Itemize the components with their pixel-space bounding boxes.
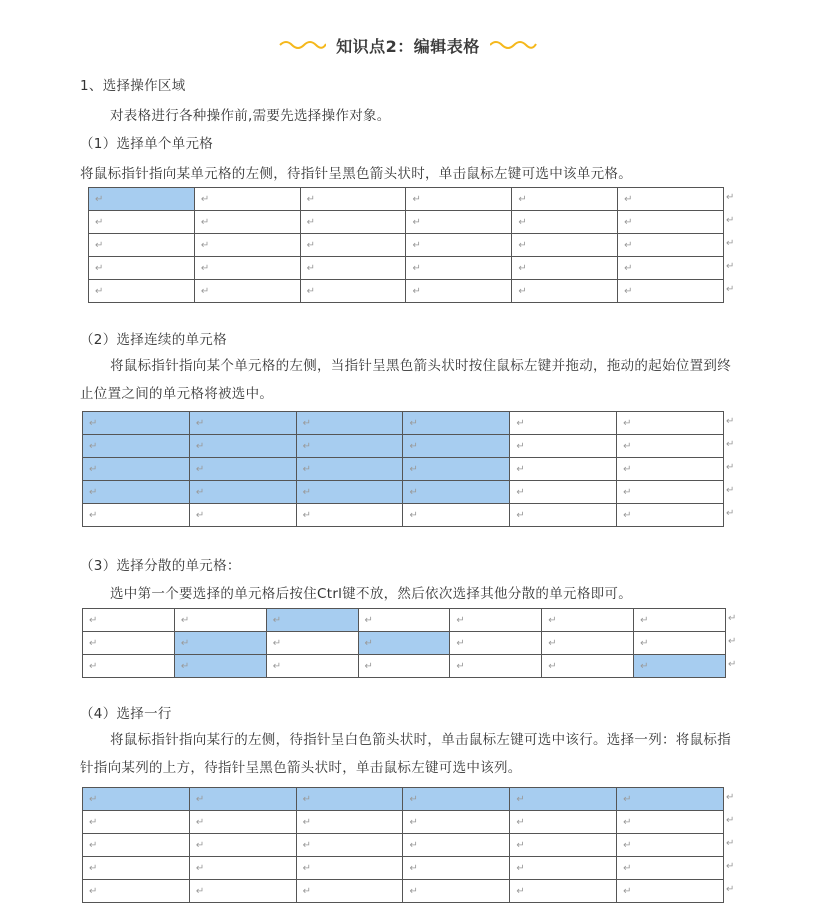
table-cell[interactable] <box>617 504 724 527</box>
cell-end-mark-icon: ↵ <box>195 509 205 521</box>
row-end-mark-icon: ↵ <box>726 462 735 473</box>
table-cell[interactable] <box>617 435 724 458</box>
table-cell[interactable] <box>83 857 190 880</box>
table-cell[interactable] <box>512 257 618 280</box>
cell-end-mark-icon: ↵ <box>195 417 205 429</box>
cell-end-mark-icon: ↵ <box>640 660 649 672</box>
wave-decoration-icon <box>490 39 538 51</box>
table-cell[interactable] <box>89 280 195 303</box>
cell-end-mark-icon: ↵ <box>516 486 525 498</box>
cell-end-mark-icon: ↵ <box>89 885 98 897</box>
cell-end-mark-icon: ↵ <box>624 216 633 228</box>
cell-end-mark-icon: ↵ <box>456 637 465 649</box>
cell-end-mark-icon: ↵ <box>302 862 312 874</box>
cell-end-mark-icon: ↵ <box>195 486 205 498</box>
table-cell[interactable] <box>83 632 175 655</box>
cell-end-mark-icon: ↵ <box>89 486 98 498</box>
cell-end-mark-icon: ↵ <box>302 793 312 805</box>
table-row <box>89 280 724 303</box>
table-cell[interactable] <box>194 211 300 234</box>
demo-table-select-row <box>82 787 724 903</box>
cell-end-mark-icon: ↵ <box>516 885 525 897</box>
row-end-mark-icon: ↵ <box>726 215 735 226</box>
table-cell[interactable] <box>174 655 266 678</box>
cell-end-mark-icon: ↵ <box>624 285 633 297</box>
table-cell[interactable] <box>296 504 403 527</box>
table-cell[interactable] <box>450 632 542 655</box>
table-cell[interactable] <box>296 458 403 481</box>
cell-end-mark-icon: ↵ <box>89 839 98 851</box>
cell-end-mark-icon: ↵ <box>412 239 421 251</box>
cell-end-mark-icon: ↵ <box>623 816 632 828</box>
table-cell[interactable] <box>617 857 724 880</box>
cell-end-mark-icon: ↵ <box>623 862 632 874</box>
table-cell[interactable] <box>358 632 450 655</box>
cell-end-mark-icon: ↵ <box>516 816 525 828</box>
row-end-mark-icon: ↵ <box>726 884 735 895</box>
cell-end-mark-icon: ↵ <box>200 262 210 274</box>
cell-end-mark-icon: ↵ <box>95 216 104 228</box>
table-cell[interactable] <box>618 211 724 234</box>
table-row <box>89 234 724 257</box>
table-cell[interactable] <box>450 609 542 632</box>
table-cell[interactable] <box>512 234 618 257</box>
table-cell[interactable] <box>300 280 406 303</box>
cell-end-mark-icon: ↵ <box>518 262 527 274</box>
table-cell[interactable] <box>634 632 726 655</box>
page-title: 知识点2：编辑表格 <box>336 36 480 56</box>
table-cell[interactable] <box>296 880 403 903</box>
cell-end-mark-icon: ↵ <box>623 839 632 851</box>
table-cell[interactable] <box>634 609 726 632</box>
table-cell[interactable] <box>510 857 617 880</box>
cell-end-mark-icon: ↵ <box>89 637 98 649</box>
cell-end-mark-icon: ↵ <box>89 793 98 805</box>
table-cell[interactable] <box>83 435 190 458</box>
table-cell[interactable] <box>510 811 617 834</box>
row-end-mark-icon: ↵ <box>726 416 735 427</box>
cell-end-mark-icon: ↵ <box>195 793 205 805</box>
table-cell[interactable] <box>542 609 634 632</box>
table-cell[interactable] <box>189 458 296 481</box>
cell-end-mark-icon: ↵ <box>516 839 525 851</box>
cell-end-mark-icon: ↵ <box>195 816 205 828</box>
cell-end-mark-icon: ↵ <box>302 885 312 897</box>
wave-decoration-icon <box>278 39 326 51</box>
row-end-mark-icon: ↵ <box>726 838 735 849</box>
table-cell[interactable] <box>296 834 403 857</box>
row-end-mark-icon: ↵ <box>726 238 735 249</box>
table-row <box>83 880 724 903</box>
table-row <box>83 811 724 834</box>
cell-end-mark-icon: ↵ <box>180 614 190 626</box>
cell-end-mark-icon: ↵ <box>624 193 633 205</box>
table-cell[interactable] <box>189 412 296 435</box>
cell-end-mark-icon: ↵ <box>200 193 210 205</box>
cell-end-mark-icon: ↵ <box>89 660 98 672</box>
table-cell[interactable] <box>510 834 617 857</box>
table-cell[interactable] <box>83 504 190 527</box>
cell-end-mark-icon: ↵ <box>518 285 527 297</box>
table-cell[interactable] <box>89 234 195 257</box>
cell-end-mark-icon: ↵ <box>409 839 418 851</box>
table-cell[interactable] <box>194 280 300 303</box>
table-cell[interactable] <box>542 655 634 678</box>
table-cell[interactable] <box>189 834 296 857</box>
cell-end-mark-icon: ↵ <box>518 193 527 205</box>
table-cell[interactable] <box>194 234 300 257</box>
table-cell[interactable] <box>300 188 406 211</box>
table-row <box>83 609 726 632</box>
cell-end-mark-icon: ↵ <box>95 262 104 274</box>
table-cell[interactable] <box>83 412 190 435</box>
table-cell[interactable] <box>406 188 512 211</box>
table-cell[interactable] <box>510 504 617 527</box>
table-cell[interactable] <box>89 188 195 211</box>
cell-end-mark-icon: ↵ <box>623 440 632 452</box>
table-row <box>89 257 724 280</box>
subsection-4-heading: （4）选择一行 <box>80 706 172 722</box>
cell-end-mark-icon: ↵ <box>548 614 557 626</box>
row-end-mark-icon: ↵ <box>726 861 735 872</box>
cell-end-mark-icon: ↵ <box>364 660 373 672</box>
cell-end-mark-icon: ↵ <box>302 486 312 498</box>
cell-end-mark-icon: ↵ <box>623 417 632 429</box>
table-cell[interactable] <box>358 655 450 678</box>
table-cell[interactable] <box>510 412 617 435</box>
cell-end-mark-icon: ↵ <box>516 417 525 429</box>
cell-end-mark-icon: ↵ <box>306 285 316 297</box>
table-cell[interactable] <box>403 811 510 834</box>
table-cell[interactable] <box>174 632 266 655</box>
cell-end-mark-icon: ↵ <box>89 463 98 475</box>
table-cell[interactable] <box>89 211 195 234</box>
table-cell[interactable] <box>174 609 266 632</box>
table-cell[interactable] <box>296 481 403 504</box>
table-cell[interactable] <box>510 435 617 458</box>
cell-end-mark-icon: ↵ <box>89 614 98 626</box>
table-cell[interactable] <box>617 458 724 481</box>
cell-end-mark-icon: ↵ <box>306 216 316 228</box>
table-row <box>83 834 724 857</box>
table-cell[interactable] <box>618 234 724 257</box>
table-cell[interactable] <box>403 504 510 527</box>
table-cell[interactable] <box>266 609 358 632</box>
cell-end-mark-icon: ↵ <box>306 239 316 251</box>
cell-end-mark-icon: ↵ <box>302 816 312 828</box>
cell-end-mark-icon: ↵ <box>409 440 418 452</box>
demo-table-scattered-cells <box>82 608 726 678</box>
table-cell[interactable] <box>617 481 724 504</box>
table-cell[interactable] <box>189 857 296 880</box>
cell-end-mark-icon: ↵ <box>516 862 525 874</box>
table-row <box>83 632 726 655</box>
intro-paragraph: 对表格进行各种操作前,需要先选择操作对象。 <box>110 108 391 124</box>
cell-end-mark-icon: ↵ <box>95 239 104 251</box>
table-cell[interactable] <box>89 257 195 280</box>
cell-end-mark-icon: ↵ <box>95 285 104 297</box>
table-cell[interactable] <box>83 481 190 504</box>
cell-end-mark-icon: ↵ <box>95 193 104 205</box>
section-title <box>0 30 816 60</box>
table-row <box>83 458 724 481</box>
table-cell[interactable] <box>510 880 617 903</box>
cell-end-mark-icon: ↵ <box>624 262 633 274</box>
cell-end-mark-icon: ↵ <box>409 816 418 828</box>
cell-end-mark-icon: ↵ <box>516 509 525 521</box>
cell-end-mark-icon: ↵ <box>306 193 316 205</box>
table-cell[interactable] <box>83 788 190 811</box>
cell-end-mark-icon: ↵ <box>89 509 98 521</box>
table-cell[interactable] <box>512 280 618 303</box>
table-cell[interactable] <box>617 788 724 811</box>
demo-table-contiguous-cells <box>82 411 724 527</box>
table-cell[interactable] <box>510 481 617 504</box>
row-end-mark-icon: ↵ <box>726 508 735 519</box>
cell-end-mark-icon: ↵ <box>89 862 98 874</box>
table-row <box>83 504 724 527</box>
table-cell[interactable] <box>403 481 510 504</box>
table-cell[interactable] <box>296 435 403 458</box>
demo-table-single-cell <box>88 187 724 303</box>
cell-end-mark-icon: ↵ <box>195 463 205 475</box>
table-cell[interactable] <box>510 788 617 811</box>
section-heading: 1、选择操作区域 <box>80 78 186 94</box>
cell-end-mark-icon: ↵ <box>200 285 210 297</box>
table-row <box>83 857 724 880</box>
row-end-mark-icon: ↵ <box>726 815 735 826</box>
table-cell[interactable] <box>83 880 190 903</box>
table-cell[interactable] <box>300 257 406 280</box>
cell-end-mark-icon: ↵ <box>272 614 282 626</box>
table-cell[interactable] <box>510 458 617 481</box>
cell-end-mark-icon: ↵ <box>89 417 98 429</box>
table-row <box>83 412 724 435</box>
table-row <box>89 188 724 211</box>
cell-end-mark-icon: ↵ <box>302 463 312 475</box>
cell-end-mark-icon: ↵ <box>624 239 633 251</box>
table-cell[interactable] <box>406 234 512 257</box>
cell-end-mark-icon: ↵ <box>195 839 205 851</box>
table-cell[interactable] <box>194 188 300 211</box>
table-cell[interactable] <box>189 481 296 504</box>
subsection-2-heading: （2）选择连续的单元格 <box>80 332 227 348</box>
table-cell[interactable] <box>189 811 296 834</box>
table-cell[interactable] <box>296 811 403 834</box>
table-cell[interactable] <box>403 458 510 481</box>
table-row <box>89 211 724 234</box>
table-cell[interactable] <box>403 435 510 458</box>
cell-end-mark-icon: ↵ <box>623 463 632 475</box>
table-cell[interactable] <box>189 788 296 811</box>
cell-end-mark-icon: ↵ <box>195 440 205 452</box>
row-end-mark-icon: ↵ <box>726 485 735 496</box>
table-cell[interactable] <box>194 257 300 280</box>
cell-end-mark-icon: ↵ <box>518 216 527 228</box>
table-cell[interactable] <box>296 857 403 880</box>
cell-end-mark-icon: ↵ <box>195 862 205 874</box>
cell-end-mark-icon: ↵ <box>623 486 632 498</box>
table-cell[interactable] <box>358 609 450 632</box>
subsection-1-heading: （1）选择单个单元格 <box>80 136 214 152</box>
table-cell[interactable] <box>403 412 510 435</box>
cell-end-mark-icon: ↵ <box>409 793 418 805</box>
cell-end-mark-icon: ↵ <box>623 509 632 521</box>
subsection-2-text: 将鼠标指针指向某个单元格的左侧，当指针呈黑色箭头状时按住鼠标左键并拖动，拖动的起始位置到终止位置之间的单元格将被选中。 <box>80 358 731 402</box>
cell-end-mark-icon: ↵ <box>180 660 190 672</box>
cell-end-mark-icon: ↵ <box>409 509 418 521</box>
cell-end-mark-icon: ↵ <box>272 660 282 672</box>
cell-end-mark-icon: ↵ <box>456 614 465 626</box>
table-cell[interactable] <box>634 655 726 678</box>
table-row <box>83 655 726 678</box>
table-row <box>83 481 724 504</box>
cell-end-mark-icon: ↵ <box>456 660 465 672</box>
cell-end-mark-icon: ↵ <box>412 216 421 228</box>
table-cell[interactable] <box>300 211 406 234</box>
cell-end-mark-icon: ↵ <box>200 239 210 251</box>
cell-end-mark-icon: ↵ <box>516 793 525 805</box>
cell-end-mark-icon: ↵ <box>640 614 649 626</box>
table-cell[interactable] <box>83 458 190 481</box>
row-end-mark-icon: ↵ <box>728 659 737 670</box>
cell-end-mark-icon: ↵ <box>409 862 418 874</box>
table-cell[interactable] <box>189 880 296 903</box>
cell-end-mark-icon: ↵ <box>180 637 190 649</box>
table-cell[interactable] <box>83 811 190 834</box>
table-cell[interactable] <box>617 880 724 903</box>
table-cell[interactable] <box>403 880 510 903</box>
cell-end-mark-icon: ↵ <box>89 816 98 828</box>
cell-end-mark-icon: ↵ <box>409 885 418 897</box>
cell-end-mark-icon: ↵ <box>409 486 418 498</box>
table-cell[interactable] <box>189 504 296 527</box>
table-cell[interactable] <box>266 655 358 678</box>
table-cell[interactable] <box>617 811 724 834</box>
cell-end-mark-icon: ↵ <box>364 614 373 626</box>
row-end-mark-icon: ↵ <box>728 613 737 624</box>
cell-end-mark-icon: ↵ <box>516 463 525 475</box>
cell-end-mark-icon: ↵ <box>409 417 418 429</box>
table-cell[interactable] <box>617 834 724 857</box>
table-cell[interactable] <box>618 257 724 280</box>
table-cell[interactable] <box>512 211 618 234</box>
table-cell[interactable] <box>542 632 634 655</box>
table-cell[interactable] <box>403 857 510 880</box>
row-end-mark-icon: ↵ <box>726 192 735 203</box>
row-end-mark-icon: ↵ <box>728 636 737 647</box>
cell-end-mark-icon: ↵ <box>364 637 373 649</box>
cell-end-mark-icon: ↵ <box>302 417 312 429</box>
cell-end-mark-icon: ↵ <box>200 216 210 228</box>
table-cell[interactable] <box>266 632 358 655</box>
cell-end-mark-icon: ↵ <box>412 262 421 274</box>
table-cell[interactable] <box>189 435 296 458</box>
cell-end-mark-icon: ↵ <box>518 239 527 251</box>
cell-end-mark-icon: ↵ <box>412 193 421 205</box>
cell-end-mark-icon: ↵ <box>412 285 421 297</box>
table-cell[interactable] <box>618 280 724 303</box>
subsection-4-text: 将鼠标指针指向某行的左侧，待指针呈白色箭头状时，单击鼠标左键可选中该行。选择一列：将鼠标指针指向某列的上方，待指针呈黑色箭头状时，单击鼠标左键可选中该列。 <box>80 732 731 776</box>
table-cell[interactable] <box>450 655 542 678</box>
row-end-mark-icon: ↵ <box>726 261 735 272</box>
cell-end-mark-icon: ↵ <box>302 839 312 851</box>
table-cell[interactable] <box>617 412 724 435</box>
cell-end-mark-icon: ↵ <box>516 440 525 452</box>
subsection-3-text: 选中第一个要选择的单元格后按住Ctrl键不放，然后依次选择其他分散的单元格即可。 <box>110 586 633 602</box>
table-cell[interactable] <box>83 609 175 632</box>
cell-end-mark-icon: ↵ <box>623 793 632 805</box>
cell-end-mark-icon: ↵ <box>548 637 557 649</box>
table-cell[interactable] <box>618 188 724 211</box>
cell-end-mark-icon: ↵ <box>548 660 557 672</box>
cell-end-mark-icon: ↵ <box>302 440 312 452</box>
cell-end-mark-icon: ↵ <box>306 262 316 274</box>
table-cell[interactable] <box>83 834 190 857</box>
cell-end-mark-icon: ↵ <box>623 885 632 897</box>
table-row <box>83 435 724 458</box>
row-end-mark-icon: ↵ <box>726 792 735 803</box>
table-cell[interactable] <box>512 188 618 211</box>
row-end-mark-icon: ↵ <box>726 439 735 450</box>
cell-end-mark-icon: ↵ <box>272 637 282 649</box>
cell-end-mark-icon: ↵ <box>640 637 649 649</box>
table-cell[interactable] <box>296 788 403 811</box>
cell-end-mark-icon: ↵ <box>409 463 418 475</box>
table-row <box>83 788 724 811</box>
table-cell[interactable] <box>406 280 512 303</box>
table-cell[interactable] <box>300 234 406 257</box>
table-cell[interactable] <box>403 834 510 857</box>
table-cell[interactable] <box>406 211 512 234</box>
cell-end-mark-icon: ↵ <box>195 885 205 897</box>
row-end-mark-icon: ↵ <box>726 284 735 295</box>
table-cell[interactable] <box>406 257 512 280</box>
table-cell[interactable] <box>403 788 510 811</box>
table-cell[interactable] <box>83 655 175 678</box>
table-cell[interactable] <box>296 412 403 435</box>
subsection-1-text: 将鼠标指针指向某单元格的左侧，待指针呈黑色箭头状时，单击鼠标左键可选中该单元格。 <box>80 166 632 182</box>
cell-end-mark-icon: ↵ <box>302 509 312 521</box>
subsection-3-heading: （3）选择分散的单元格： <box>80 558 241 574</box>
cell-end-mark-icon: ↵ <box>89 440 98 452</box>
